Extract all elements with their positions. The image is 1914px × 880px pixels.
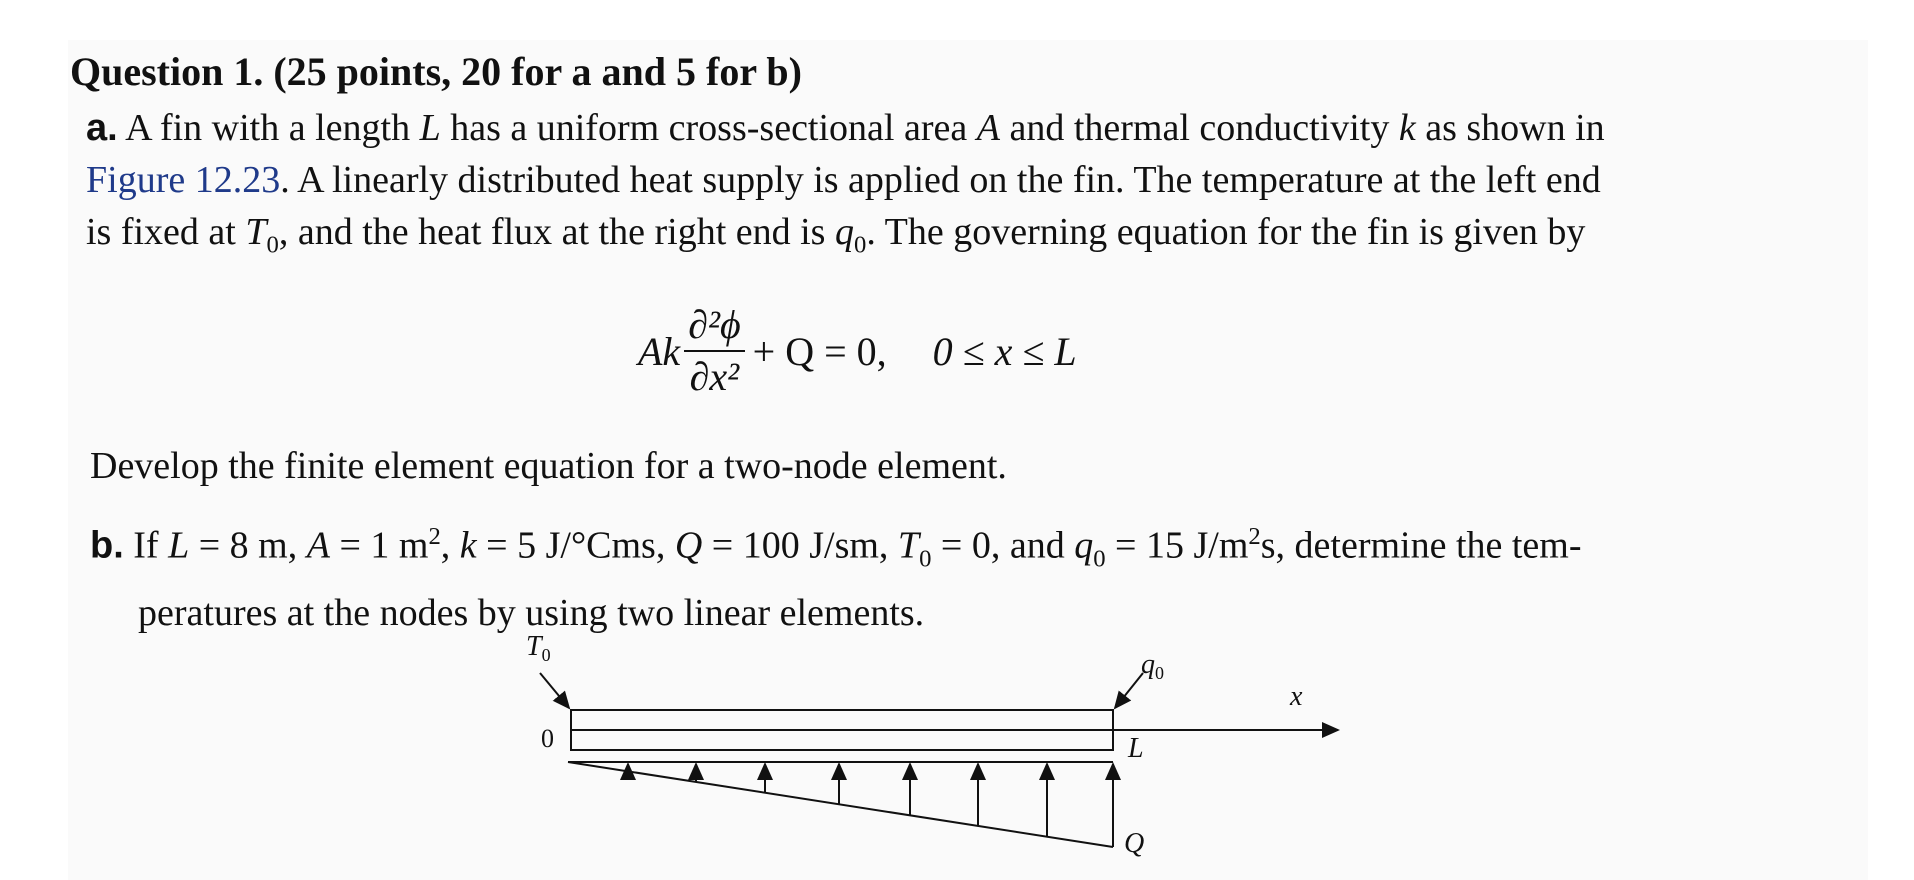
text-run: = 100 J/sm, (702, 524, 898, 567)
text-run: as shown in (1415, 107, 1605, 149)
symbol-T: T (245, 211, 267, 253)
text-run: = 0, and (931, 524, 1075, 567)
governing-equation (638, 300, 1077, 402)
label-origin: 0 (541, 724, 554, 753)
text-run: . The governing equation for the fin is given by (866, 211, 1586, 253)
text-run: = 15 J/m (1105, 524, 1249, 567)
symbol-A: A (306, 524, 330, 567)
figure-link[interactable]: Figure 12.23 (86, 159, 281, 201)
part-a-paragraph (86, 102, 1876, 272)
load-arrows (628, 764, 1113, 847)
symbol-T: T (897, 524, 920, 567)
subscript: 0 (919, 545, 932, 573)
symbol-A: A (976, 107, 1000, 149)
symbol-k: k (1398, 107, 1416, 149)
develop-instruction: Develop the finite element equation for a two-node element. (90, 445, 1007, 487)
equation-fraction (682, 300, 746, 402)
equation-domain: 0 ≤ x ≤ L (932, 328, 1077, 374)
symbol-Q: Q (674, 524, 703, 567)
equation-rest: + Q = 0, (752, 328, 887, 374)
text-run: has a uniform cross-sectional area (440, 107, 977, 149)
symbol-q: q (1074, 524, 1094, 567)
text-run: . A linearly distributed heat supply is applied on the fin. The temperature at the left end (280, 159, 1601, 201)
label-L: L (1128, 733, 1144, 764)
text-run: and thermal conductivity (999, 107, 1399, 149)
t0-arrow (540, 673, 569, 708)
part-a-marker: a. (86, 107, 118, 149)
text-run: , and the heat flux at the right end is (278, 211, 835, 253)
equation-denominator: ∂x² (684, 350, 746, 402)
equation-numerator: ∂²ϕ (688, 302, 741, 347)
text-run: A fin with a length (117, 107, 420, 149)
label-x: x (1290, 681, 1303, 712)
label-Q: Q (1124, 828, 1145, 859)
part-b-line-1 (90, 510, 1880, 586)
part-b-line-2: peratures at the nodes by using two linear elements. (138, 592, 925, 635)
text-run: = 5 J/°Cms, (476, 524, 675, 567)
equation-coefficient: Ak (638, 328, 681, 374)
part-a-line-2 (86, 154, 1876, 206)
fin-figure (500, 625, 1380, 865)
load-slope (568, 762, 1113, 847)
label-q0: $q_0$ (1141, 649, 1164, 683)
symbol-q: q (834, 211, 854, 253)
question-title: Question 1. (25 points, 20 for a and 5 for b) (70, 49, 802, 94)
part-b-paragraph (90, 510, 1880, 640)
text-run: = 8 m, (189, 524, 307, 567)
subscript: 0 (266, 231, 279, 259)
q0-arrow (1115, 673, 1143, 708)
subscript: 0 (1093, 545, 1106, 573)
symbol-k: k (459, 524, 477, 567)
part-a-line-1 (86, 102, 1876, 154)
text-run: , (440, 524, 460, 567)
text-run: If (123, 524, 169, 567)
text-run: is fixed at (86, 211, 246, 253)
subscript: 0 (853, 231, 867, 259)
text-run: s, determine the tem- (1260, 524, 1582, 567)
text-run: = 1 m (329, 524, 429, 567)
superscript: 2 (1248, 523, 1261, 550)
symbol-L: L (168, 524, 190, 567)
symbol-L: L (419, 107, 441, 149)
part-b-marker: b. (90, 524, 124, 567)
part-a-line-3 (86, 206, 1876, 272)
superscript: 2 (428, 523, 441, 550)
label-T0: $T_0$ (526, 631, 551, 665)
